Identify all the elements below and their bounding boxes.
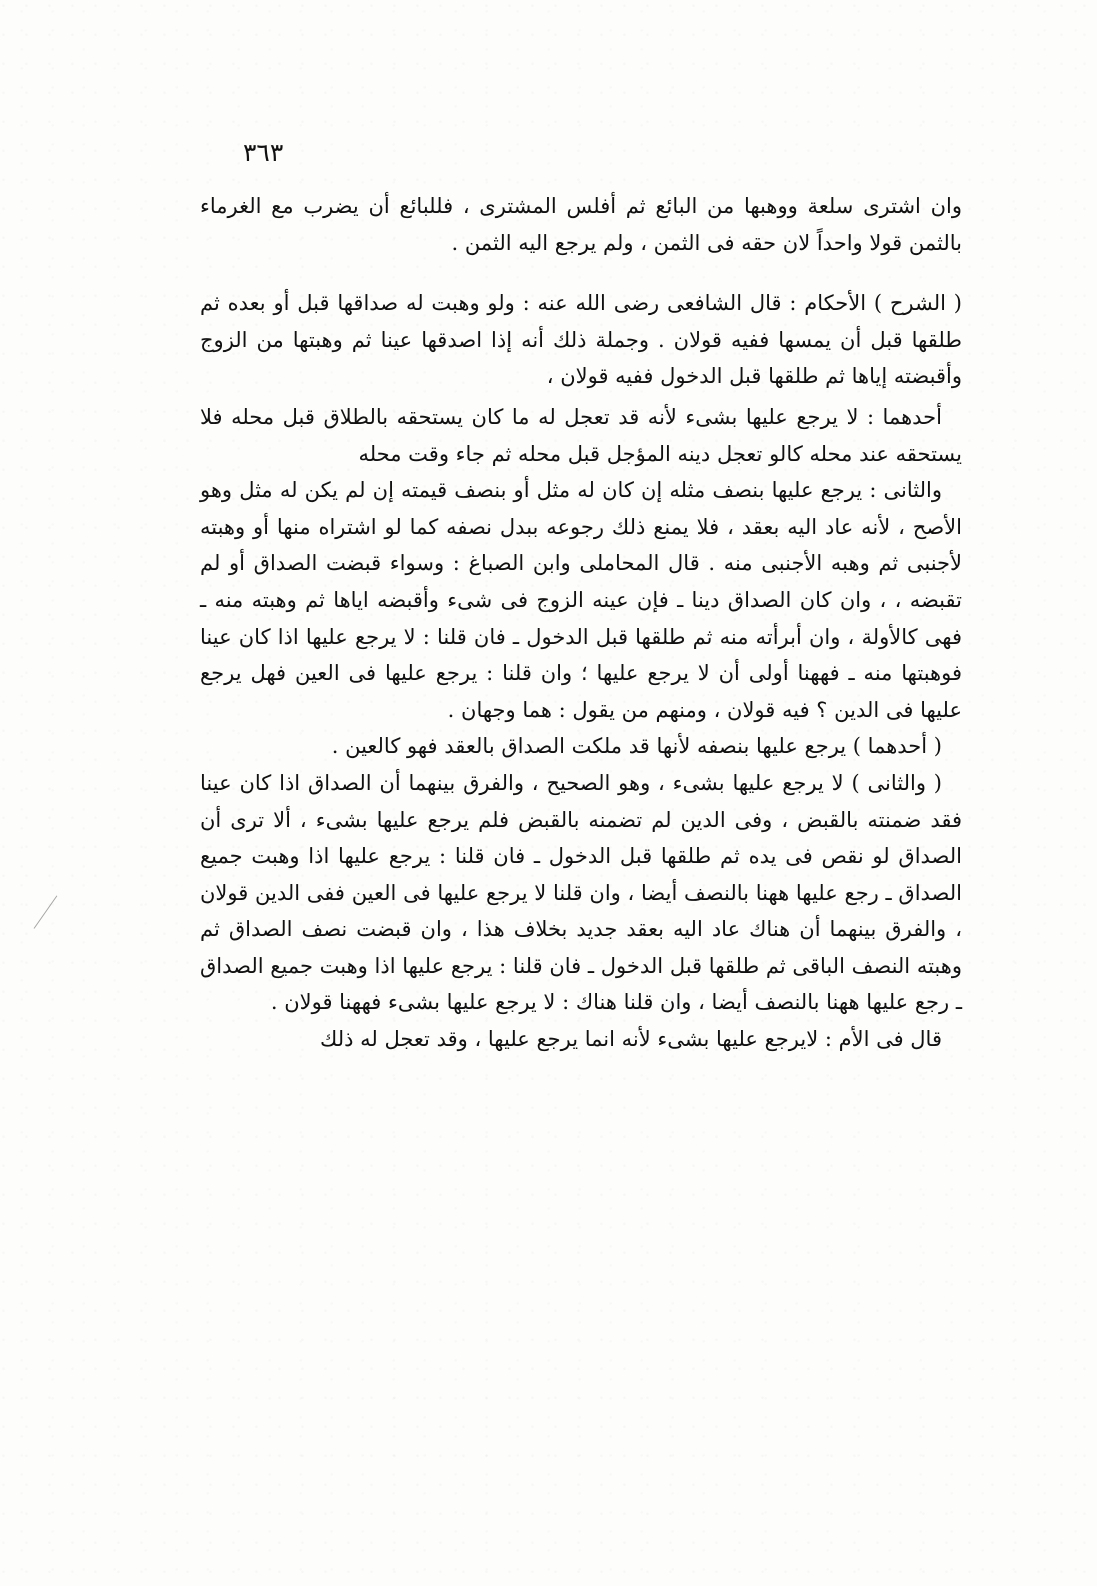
page-number: ٣٦٣ [243, 138, 284, 167]
page-body [200, 188, 962, 1058]
paragraph-al-umm: قال فى الأم : لايرجع عليها بشىء لأنه انما يرجع عليها ، وقد تعجل له ذلك [320, 1027, 942, 1052]
paragraph-second-view: والثانى : يرجع عليها بنصف مثله إن كان له مثل أو بنصف قيمته إن لم يكن له مثل وهو الأصح ، لأنه عاد اليه بعقد ، فلا يمنع ذلك رجوعه ببدل نصفه كما لو اشتراه منها أو وهبته لأجنبى ثم وهبه الأجنبى منه . قال المحاملى وابن الصباغ : وسواء قبضت الصداق أو لم تقبضه ، ، وان كان الصداق دينا ـ فإن عينه الزوج فى شىء وأقبضه اياها ثم وهبته منه ـ فهى كالأولة ، وان أبرأته منه ثم طلقها قبل الدخول ـ فان قلنا : لا يرجع عليها اذا كان عينا فوهبتها منه ـ فههنا أولى أن لا يرجع عليها ؛ وان قلنا : يرجع عليها فى العين فهل يرجع عليها فى الدين ؟ فيه قولان ، ومنهم من يقول : هما وجهان . [200, 478, 962, 722]
stray-pen-mark [34, 895, 58, 928]
paragraph-first-option: ( أحدهما ) يرجع عليها بنصفه لأنها قد ملكت الصداق بالعقد فهو كالعين . [331, 734, 942, 759]
paragraph-second-option: ( والثانى ) لا يرجع عليها بشىء ، وهو الصحيح ، والفرق بينهما أن الصداق اذا كان عينا فقد ضمنته بالقبض ، وفى الدين لم تضمنه بالقبض فلم يرجع عليها بشىء ، ألا ترى أن الصداق لو نقص فى يده ثم طلقها قبل الدخول ـ فان قلنا : يرجع عليها اذا وهبت جميع الصداق ـ رجع عليها ههنا بالنصف أيضا ، وان قلنا لا يرجع عليها فى العين ففى الدين قولان ، والفرق بينهما أن هناك عاد اليه بعقد جديد بخلاف هذا ، وان قبضت نصف الصداق ثم وهبته النصف الباقى ثم طلقها قبل الدخول ـ فان قلنا : يرجع عليها اذا وهبت جميع الصداق ـ رجع عليها ههنا بالنصف أيضا ، وان قلنا هناك : لا يرجع عليها بشىء فههنا قولان . [200, 770, 962, 1015]
paragraph-opening: وان اشترى سلعة ووهبها من البائع ثم أفلس المشترى ، فللبائع أن يضرب مع الغرماء بالثمن قولا واحداً لان حقه فى الثمن ، ولم يرجع اليه الثمن . [200, 194, 962, 255]
paragraph-commentary: ( الشرح ) الأحكام : قال الشافعى رضى الله عنه : ولو وهبت له صداقها قبل أو بعده ثم طلقها قبل أن يمسها ففيه قولان . وجملة ذلك أنه إذا اصدقها عينا ثم وهبتها من الزوج وأقبضته إياها ثم طلقها قبل الدخول ففيه قولان ، [200, 291, 962, 389]
paragraph-first-view: أحدهما : لا يرجع عليها بشىء لأنه قد تعجل له ما كان يستحقه بالطلاق قبل محله فلا يستحقه عند محله كالو تعجل دينه المؤجل قبل محله ثم جاء وقت محله [200, 404, 962, 466]
